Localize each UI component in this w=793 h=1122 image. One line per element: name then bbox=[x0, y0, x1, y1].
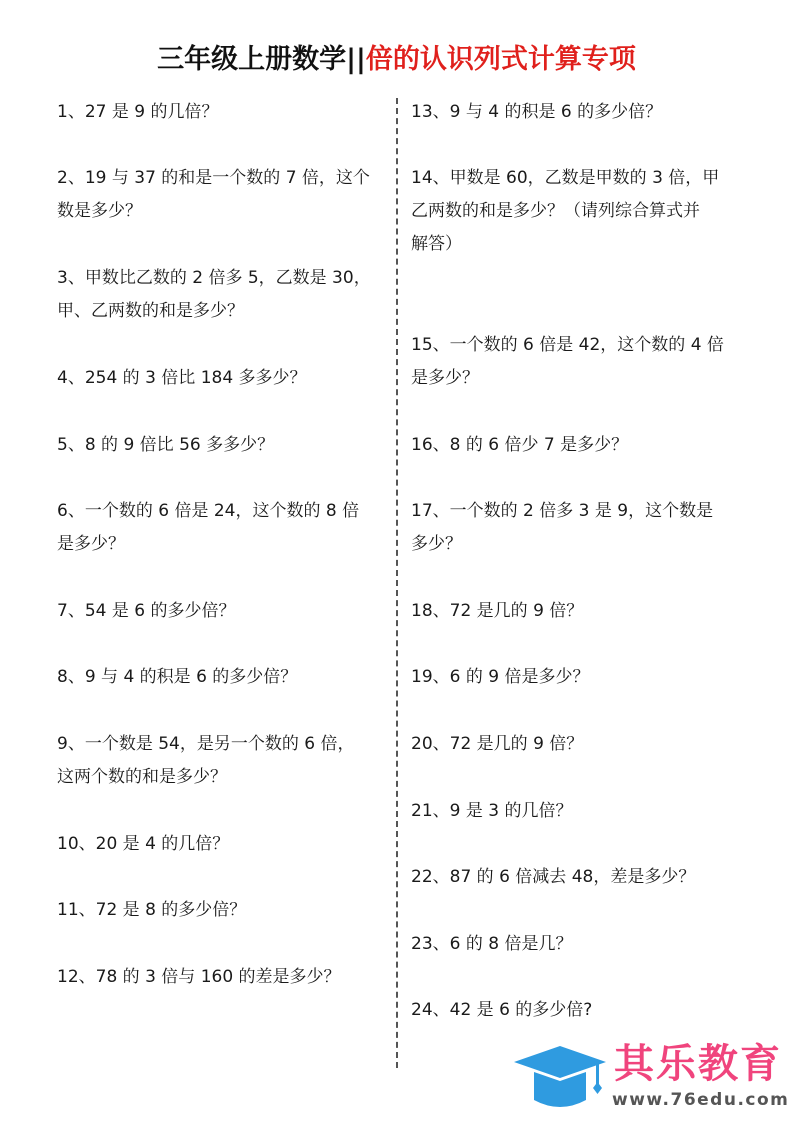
question-15 bbox=[411, 329, 746, 395]
question-line: 是多少？ bbox=[57, 534, 125, 554]
brand-url: www.76edu.com bbox=[612, 1090, 790, 1110]
question-19 bbox=[411, 661, 746, 694]
question-7 bbox=[57, 595, 387, 628]
question-line: 5、8 的 9 倍比 56 多多少？ bbox=[57, 435, 275, 455]
graduation-cap-icon bbox=[512, 1044, 608, 1116]
question-17 bbox=[411, 495, 746, 561]
question-line: 4、254 的 3 倍比 184 多多少？ bbox=[57, 368, 307, 388]
title-grade: 三年级上册数学|| bbox=[157, 44, 366, 75]
question-line: 8、9 与 4 的积是 6 的多少倍？ bbox=[57, 667, 298, 687]
question-line: 2、19 与 37 的和是一个数的 7 倍，这个 bbox=[57, 168, 370, 188]
brand-logo bbox=[512, 1041, 790, 1114]
question-line: 多少？ bbox=[411, 534, 462, 554]
question-line: 是多少？ bbox=[411, 368, 479, 388]
question-line: 24、42 是 6 的多少倍? bbox=[411, 1000, 593, 1020]
question-line: 9、一个数是 54，是另一个数的 6 倍， bbox=[57, 734, 355, 754]
question-line: 13、9 与 4 的积是 6 的多少倍？ bbox=[411, 102, 663, 122]
question-3 bbox=[57, 262, 387, 328]
question-line: 14、甲数是 60，乙数是甲数的 3 倍，甲 bbox=[411, 168, 720, 188]
question-10 bbox=[57, 828, 387, 861]
question-line: 1、27 是 9 的几倍？ bbox=[57, 102, 219, 122]
question-line: 23、6 的 8 倍是几？ bbox=[411, 934, 573, 954]
question-1 bbox=[57, 96, 387, 129]
question-line: 22、87 的 6 倍减去 48，差是多少？ bbox=[411, 867, 696, 887]
question-16 bbox=[411, 429, 746, 462]
question-line: 数是多少？ bbox=[57, 201, 142, 221]
question-9 bbox=[57, 728, 387, 794]
column-divider bbox=[396, 98, 398, 1068]
question-5 bbox=[57, 429, 387, 462]
question-line: 乙两数的和是多少？（请列综合算式并 bbox=[411, 201, 700, 221]
question-line: 解答） bbox=[411, 234, 462, 254]
question-line: 21、9 是 3 的几倍？ bbox=[411, 801, 573, 821]
question-line: 11、72 是 8 的多少倍？ bbox=[57, 900, 247, 920]
question-24 bbox=[411, 994, 746, 1027]
question-line: 甲、乙两数的和是多少？ bbox=[57, 301, 244, 321]
question-20 bbox=[411, 728, 746, 761]
question-line: 16、8 的 6 倍少 7 是多少？ bbox=[411, 435, 629, 455]
question-13 bbox=[411, 96, 746, 129]
brand-name: 其乐教育 bbox=[614, 1041, 782, 1087]
question-14 bbox=[411, 162, 746, 261]
question-line: 15、一个数的 6 倍是 42，这个数的 4 倍 bbox=[411, 335, 724, 355]
question-line: 17、一个数的 2 倍多 3 是 9，这个数是 bbox=[411, 501, 714, 521]
page-title bbox=[0, 42, 793, 78]
question-line: 7、54 是 6 的多少倍？ bbox=[57, 601, 236, 621]
question-line: 20、72 是几的 9 倍？ bbox=[411, 734, 584, 754]
question-18 bbox=[411, 595, 746, 628]
question-22 bbox=[411, 861, 746, 894]
question-11 bbox=[57, 894, 387, 927]
title-topic: 倍的认识列式计算专项 bbox=[365, 44, 636, 75]
question-line: 6、一个数的 6 倍是 24，这个数的 8 倍 bbox=[57, 501, 360, 521]
question-2 bbox=[57, 162, 387, 228]
question-23 bbox=[411, 928, 746, 961]
question-21 bbox=[411, 795, 746, 828]
question-6 bbox=[57, 495, 387, 561]
question-12 bbox=[57, 961, 387, 994]
question-4 bbox=[57, 362, 387, 395]
question-8 bbox=[57, 661, 387, 694]
question-line: 12、78 的 3 倍与 160 的差是多少？ bbox=[57, 967, 341, 987]
question-line: 3、甲数比乙数的 2 倍多 5，乙数是 30， bbox=[57, 268, 371, 288]
question-line: 10、20 是 4 的几倍？ bbox=[57, 834, 230, 854]
question-line: 18、72 是几的 9 倍？ bbox=[411, 601, 584, 621]
question-line: 19、6 的 9 倍是多少？ bbox=[411, 667, 590, 687]
question-line: 这两个数的和是多少？ bbox=[57, 767, 227, 787]
